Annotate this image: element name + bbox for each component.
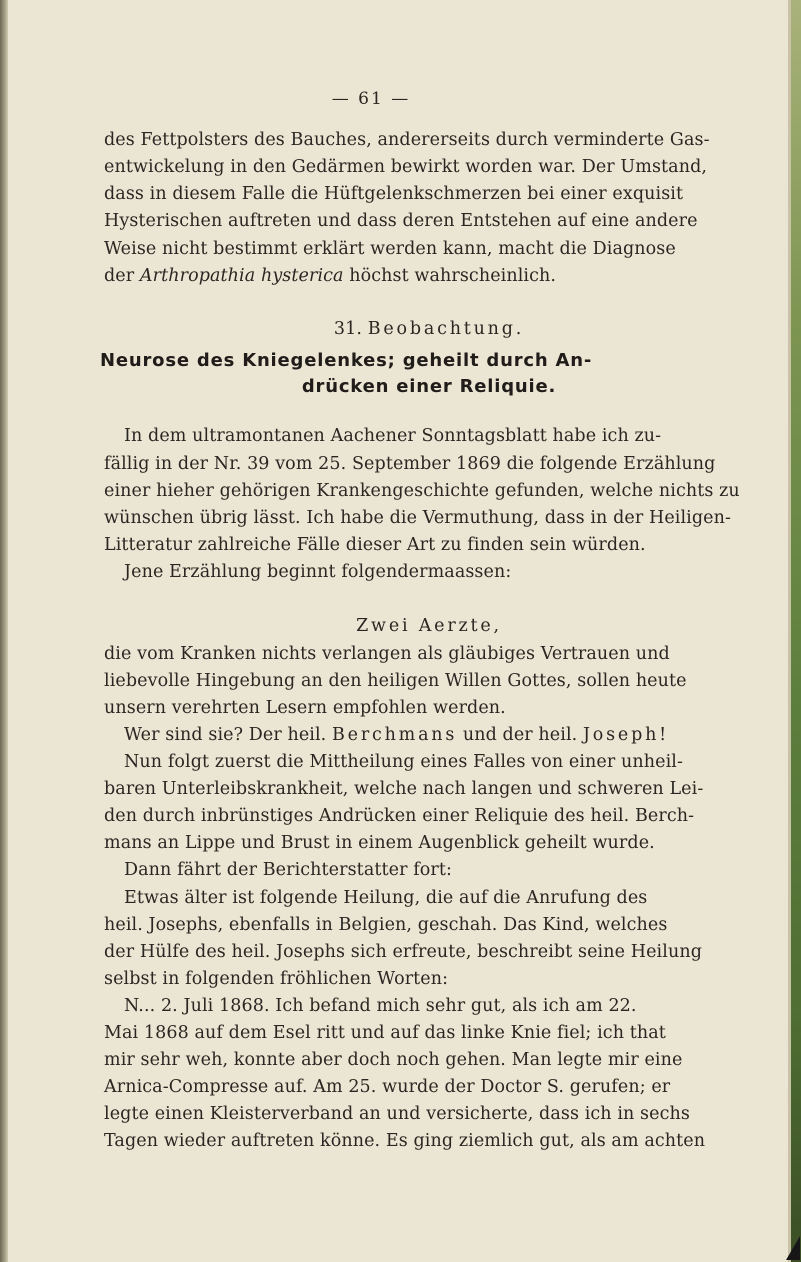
text-line: Litteratur zahlreiche Fälle dieser Art zu finden sein würden.	[104, 535, 646, 555]
text-line: dass in diesem Falle die Hüftgelenkschmerzen bei einer exquisit	[104, 184, 684, 204]
section-heading: drücken einer Reliquie.	[301, 376, 557, 397]
text-line: die vom Kranken nichts verlangen als gläubiges Vertrauen und	[104, 644, 670, 664]
text-line: Tagen wieder auftreten könne. Es ging ziemlich gut, als am achten	[104, 1131, 706, 1151]
corner-mark	[786, 1236, 800, 1260]
text-line: den durch inbrünstiges Andrücken einer Reliquie des heil. Berch-	[104, 806, 695, 826]
text-line: mir sehr weh, konnte aber doch noch gehen. Man legte mir eine	[104, 1050, 683, 1070]
text-line	[104, 265, 556, 287]
text-line: einer hieher gehörigen Krankengeschichte gefunden, welche nichts zu	[104, 481, 740, 501]
text-line: baren Unterleibskrankheit, welche nach langen und schweren Lei-	[104, 779, 704, 799]
text-line: Dann fährt der Berichterstatter fort:	[124, 860, 453, 880]
text-line: entwickelung in den Gedärmen bewirkt worden war. Der Umstand,	[104, 157, 708, 177]
text-line: liebevolle Hingebung an den heiligen Willen Gottes, sollen heute	[104, 671, 687, 691]
text-line: des Fettpolsters des Bauches, andererseits durch verminderte Gas-	[104, 130, 710, 150]
observation-word: Beobachtung.	[367, 319, 525, 339]
text-line: mans an Lippe und Brust in einem Augenblick geheilt wurde.	[104, 833, 655, 853]
text-line: Jene Erzählung beginnt folgendermaassen:	[124, 562, 512, 582]
saint-name: Joseph!	[582, 725, 669, 745]
text-line: In dem ultramontanen Aachener Sonntagsblatt habe ich zu-	[124, 426, 662, 446]
book-spine-shadow	[0, 0, 8, 1262]
text-line: unsern verehrten Lesern empfohlen werden.	[104, 698, 506, 718]
text-line: Weise nicht bestimmt erklärt werden kann, macht die Diagnose	[104, 239, 676, 259]
text-segment: und der heil.	[462, 725, 578, 745]
text-segment: der	[104, 266, 135, 286]
text-segment: Wer sind sie? Der heil.	[124, 725, 327, 745]
quote-title: Zwei Aerzte,	[356, 616, 502, 636]
text-line: N... 2. Juli 1868. Ich befand mich sehr gut, als ich am 22.	[124, 996, 637, 1016]
observation-number: 31.	[333, 319, 363, 339]
text-segment: höchst wahrscheinlich.	[349, 266, 557, 286]
text-line: Mai 1868 auf dem Esel ritt und auf das linke Knie fiel; ich that	[104, 1023, 666, 1043]
page-number: — 61 —	[331, 89, 411, 109]
saint-name: Berchmans	[332, 725, 458, 745]
diagnosis-term: Arthropathia hysterica	[139, 266, 344, 286]
text-line: Hysterischen auftreten und dass deren Entstehen auf eine andere	[104, 211, 698, 231]
text-line: selbst in folgenden fröhlichen Worten:	[104, 969, 449, 989]
text-line: Etwas älter ist folgende Heilung, die auf die Anrufung des	[124, 888, 648, 908]
text-line: wünschen übrig lässt. Ich habe die Vermuthung, dass in der Heiligen-	[104, 508, 732, 528]
text-line	[124, 724, 669, 746]
text-line: der Hülfe des heil. Josephs sich erfreute, beschreibt seine Heilung	[104, 942, 702, 962]
section-heading: Neurose des Kniegelenkes; geheilt durch An-	[100, 350, 593, 371]
page-edge-strip	[788, 0, 801, 1262]
text-line: heil. Josephs, ebenfalls in Belgien, geschah. Das Kind, welches	[104, 915, 668, 935]
text-line: Nun folgt zuerst die Mittheilung eines Falles von einer unheil-	[124, 752, 683, 772]
text-line: Arnica-Compresse auf. Am 25. wurde der Doctor S. gerufen; er	[104, 1077, 671, 1097]
observation-label	[104, 318, 754, 340]
text-line: legte einen Kleisterverband an und versicherte, dass ich in sechs	[104, 1104, 690, 1124]
text-line: fällig in der Nr. 39 vom 25. September 1869 die folgende Erzählung	[104, 454, 716, 474]
